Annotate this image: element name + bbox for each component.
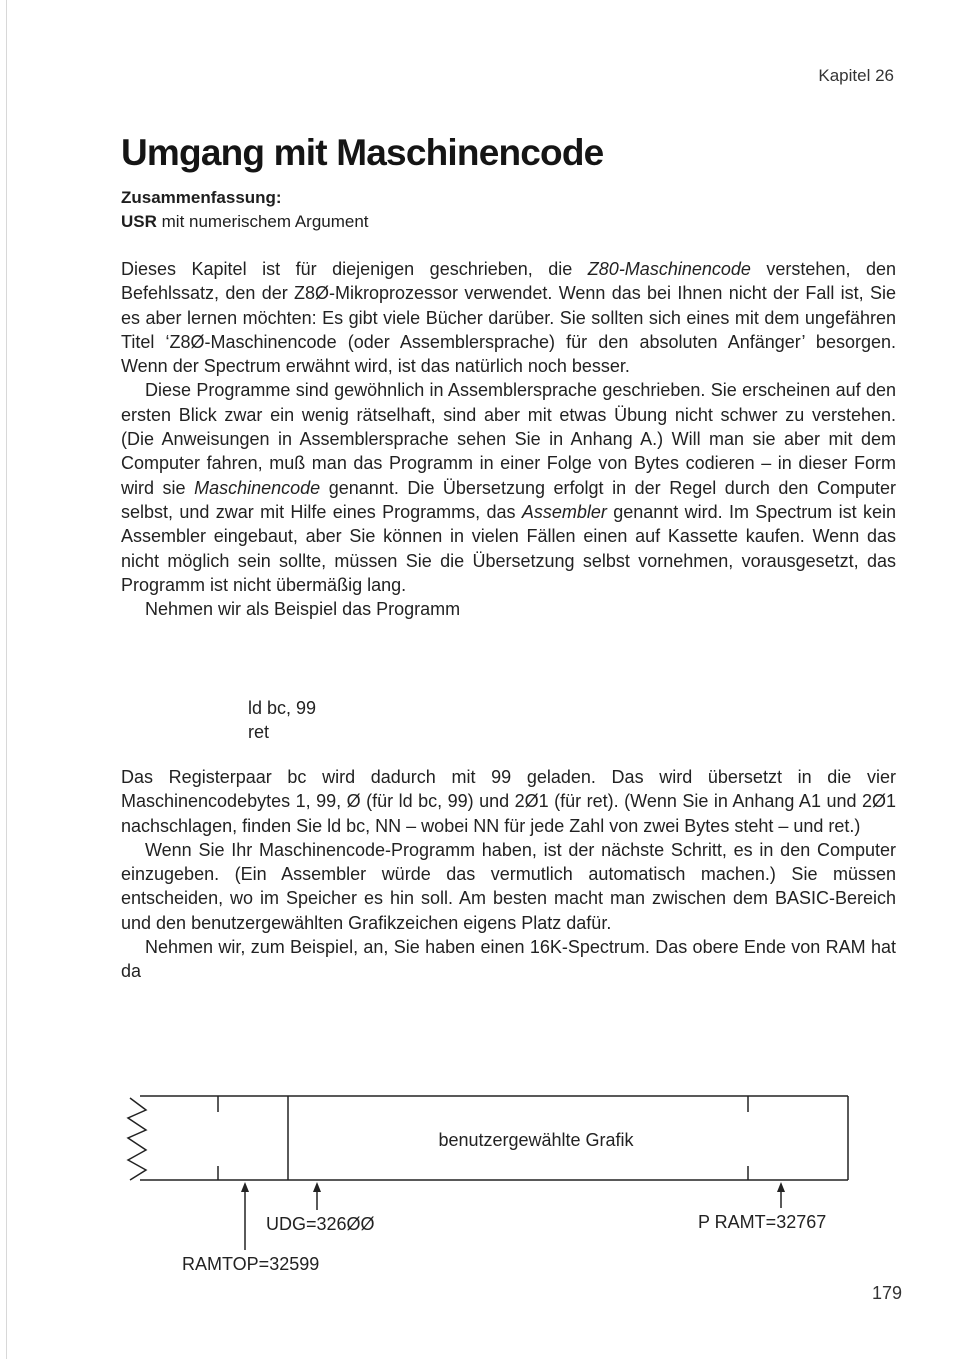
text-run: genannt. Die Übersetzung erfolgt in der Regel durch den Computer selbst, und zwar mit Hilfe eines Programms, das [121,477,896,522]
summary-text: mit numerischem Argument [156,212,369,231]
paragraph [121,935,896,984]
paragraph [121,378,896,597]
paragraph [121,765,896,838]
break-zigzag [128,1098,146,1180]
summary-keyword: USR [121,212,157,231]
code-example [248,696,316,744]
summary-heading: Zusammenfassung: [121,188,282,207]
text-run: Nehmen wir, zum Beispiel, an, Sie haben einen 16K-Spectrum. Das obere Ende von RAM hat da [121,937,896,982]
italic-term: Z80-Maschinencode [587,259,751,279]
italic-term: Maschinencode [194,477,321,498]
text-run: Das Registerpaar bc wird dadurch mit 99 geladen. Das wird übersetzt in die vier Maschinencodebytes 1, 99, Ø (für ld bc, 99) und 2Ø1 (für ret). (Wenn Sie in Anhang A1 und 2Ø1 nachschlagen, finden Sie ld bc, NN – wobei NN für jede Zahl von zwei Bytes steht – und ret.) [121,767,896,836]
text-run: Diese Programme sind gewöhnlich in Assemblersprache geschrieben. Sie erscheinen auf den ersten Blick zwar ein wenig rätselhaft, sind aber mit etwas Übung nicht schwer zu verstehen. (Die Anweisungen in Assemblersprache sehen Sie in Anhang A.) Will man sie aber mit dem Computer fahren, muß man das Programm in einer Folge von Bytes codieren – in dieser Form wird sie [121,380,896,498]
text-run: genannt wird. Im Spectrum ist kein Assembler eingebaut, aber Sie können in vielen Fällen einen auf Kassette kaufen. Wenn das nicht möglich sein sollte, müssen Sie die Übersetzung selbst vornehmen, vorausgesetzt, das Programm ist nicht übermäßig lang. [121,501,896,595]
code-line: ld bc, 99 [248,698,317,718]
paragraph [121,257,896,378]
udg-address-label: UDG=326ØØ [266,1214,375,1234]
pramt-arrow-head [777,1182,785,1192]
body-text-top [121,257,896,621]
ramtop-arrow-head [241,1182,249,1192]
graphics-area-label: benutzergewählte Grafik [438,1130,634,1150]
memory-map-diagram [118,1090,858,1280]
page-number: 179 [871,1283,902,1303]
text-run: Wenn Sie Ihr Maschinencode-Programm haben, ist der nächste Schritt, es in den Computer einzugeben. (Ein Assembler würde das vermutlich automatisch machen.) Sie müssen entscheiden, wo im Speicher es hin soll. Am besten macht man zwischen dem BASIC-Bereich und den benutzergewählten Grafikzeichen eigens Platz dafür. [121,839,896,933]
pramt-address-label: P RAMT=32767 [698,1212,827,1232]
page-title: Umgang mit Maschinencode [121,132,604,173]
chapter-label: Kapitel 26 [818,66,894,85]
code-line: ret [248,722,270,742]
text-run: Dieses Kapitel ist für diejenigen geschrieben, die [121,259,588,279]
paragraph [121,597,896,621]
text-run: Nehmen wir als Beispiel das Programm [145,599,461,620]
paragraph [121,838,896,935]
italic-term: Assembler [521,501,607,522]
udg-arrow-head [313,1182,321,1192]
summary-block [121,186,369,234]
body-text-bottom [121,765,896,984]
summary-line [121,210,369,234]
page-edge [6,0,7,1359]
ramtop-address-label: RAMTOP=32599 [182,1254,320,1274]
text-run: verstehen, den Befehlssatz, den der Z8Ø-Mikroprozessor verwendet. Wenn das bei Ihnen nicht der Fall ist, Sie es aber lernen möchten: Es gibt viele Bücher darüber. Sie sollten sich eines mit dem ungefähren Titel ‘Z8Ø-Maschinencode (oder Assemblersprache) für den absoluten Anfänger’ besorgen. Wenn der Spectrum erwähnt wird, ist das natürlich noch besser. [121,259,896,377]
